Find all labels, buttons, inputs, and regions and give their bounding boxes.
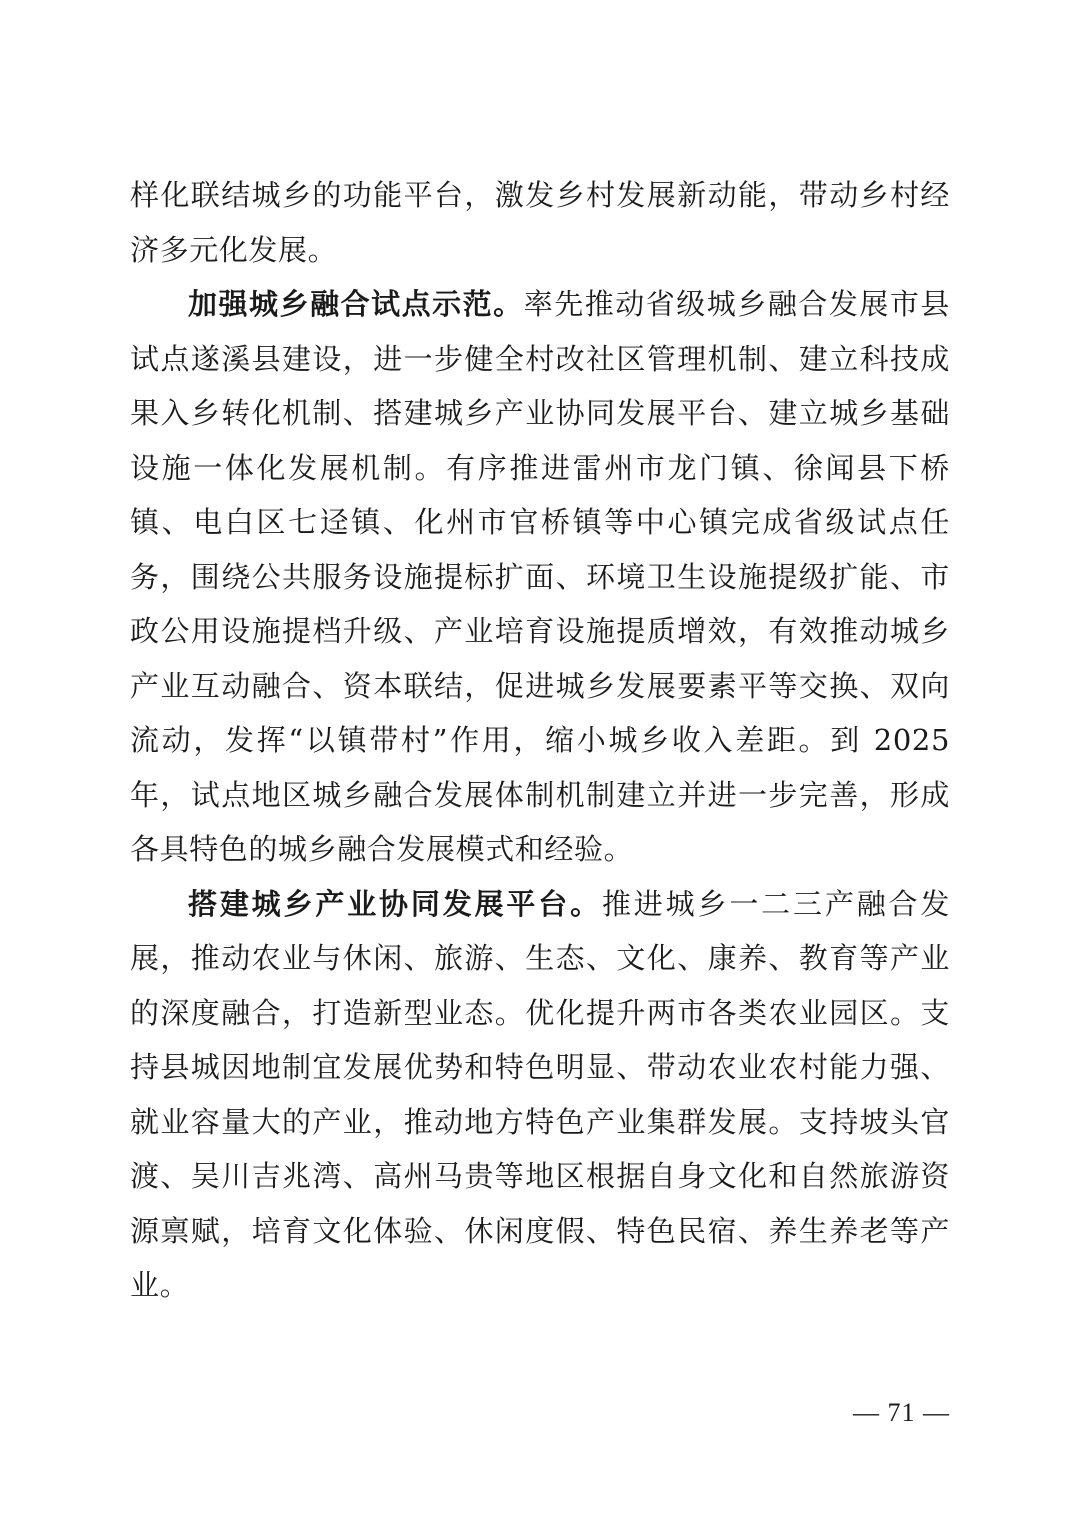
paragraph-text: 率先推动省级城乡融合发展市县试点遂溪县建设，进一步健全村改社区管理机制、建立科技成果入乡转化机制、搭建城乡产业协同发展平台、建立城乡基础设施一体化发展机制。有序推进雷州市龙门镇、徐闻县下桥镇、电白区七迳镇、化州市官桥镇等中心镇完成省级试点任务，围绕公共服务设施提标扩面、环境卫生设施提级扩能、市政公用设施提档升级、产业培育设施提质增效，有效推动城乡产业互动融合、资本联结，促进城乡发展要素平等交换、双向流动，发挥“以镇带村”作用，缩小城乡收入差距。到 2025 年，试点地区城乡融合发展体制机制建立并进一步完善，形成各具特色的城乡融合发展模式和经验。 — [130, 287, 950, 866]
paragraph-heading: 加强城乡融合试点示范。 — [188, 287, 524, 321]
paragraph-heading: 搭建城乡产业协同发展平台。 — [188, 886, 602, 921]
paragraph-pilot-demonstration — [130, 277, 950, 877]
paragraph-text: 推进城乡一二三产融合发展，推动农业与休闲、旅游、生态、文化、康养、教育等产业的深度融合，打造新型业态。优化提升两市各类农业园区。支持县城因地制宜发展优势和特色明显、带动农业农村能力强、就业容量大的产业，推动地方特色产业集群发展。支持坡头官渡、吴川吉兆湾、高州马贵等地区根据自身文化和自然旅游资源禀赋，培育文化体验、休闲度假、特色民宿、养生养老等产业。 — [130, 886, 950, 1302]
page-number: — 71 — — [853, 1398, 950, 1427]
body-text — [130, 168, 950, 1313]
paragraph-text: 样化联结城乡的功能平台，激发乡村发展新动能，带动乡村经济多元化发展。 — [130, 178, 950, 267]
paragraph-continuation — [130, 168, 950, 277]
paragraph-industry-platform — [130, 877, 950, 1313]
